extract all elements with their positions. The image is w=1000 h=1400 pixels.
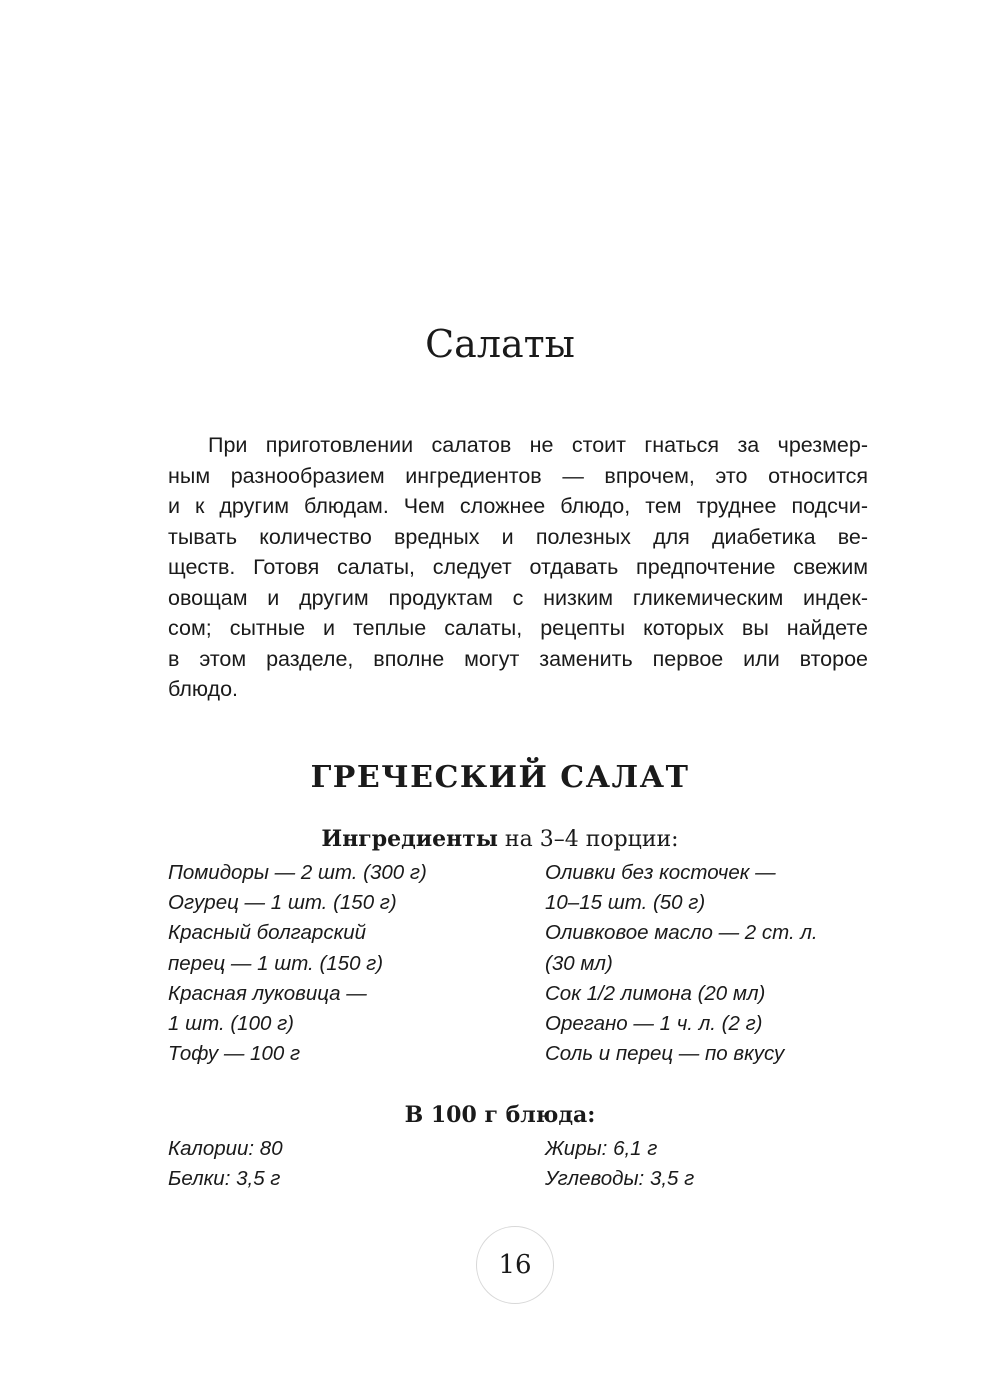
nutrition-item: Белки: 3,5 г [168,1167,281,1191]
ingredients-left-column [168,858,508,1069]
ingredient-item: Помидоры — 2 шт. (300 г) [168,861,427,884]
ingredient-item: Сок 1/2 лимона (20 мл) [545,981,766,1005]
ingredient-item: Красный болгарский [168,921,367,945]
ingredients-label: Ингредиенты [321,826,498,852]
ingredients-right-column [545,858,875,1069]
intro-line: ным разнообразием ингредиентов — впрочем, это относится [168,463,868,488]
nutrition-left-column [168,1134,283,1194]
intro-line: тывать количество вредных и полезных для диабетика ве- [168,524,868,549]
ingredient-item: 1 шт. (100 г) [168,1012,295,1036]
ingredient-item: Оливковое масло — 2 ст. л. [545,921,818,945]
nutrition-right-column [545,1134,694,1194]
intro-line: ществ. Готовя салаты, следует отдавать предпочтение свежим [168,555,868,579]
intro-line: блюдо. [168,677,239,701]
ingredient-item: Орегано — 1 ч. л. (2 г) [545,1012,763,1036]
intro-line: и к другим блюдам. Чем сложнее блюдо, тем труднее подсчи- [168,494,868,518]
recipe-title: ГРЕЧЕСКИЙ САЛАТ [310,760,690,795]
ingredient-item: Огурец — 1 шт. (150 г) [168,891,397,915]
ingredient-item: Соль и перец — по вкусу [545,1042,785,1066]
ingredient-item: Оливки без косточек — [545,861,776,884]
servings-label: на 3–4 порции: [497,827,679,852]
section-title: Салаты [425,322,575,366]
intro-line: в этом разделе, вполне могут заменить первое или второе [168,646,868,671]
ingredients-heading [0,826,1000,852]
nutrition-heading: В 100 г блюда: [404,1102,596,1128]
ingredient-item: Тофу — 100 г [168,1042,301,1066]
ingredient-item: Красная луковица — [168,981,367,1005]
ingredient-item: перец — 1 шт. (150 г) [168,951,384,975]
nutrition-item: Калории: 80 [168,1137,283,1160]
intro-line: овощам и другим продуктам с низким гликемическим индек- [168,585,868,610]
nutrition-item: Углеводы: 3,5 г [545,1167,695,1191]
ingredient-item: (30 мл) [545,951,613,975]
ingredient-item: 10–15 шт. (50 г) [545,891,706,915]
intro-line: сом; сытные и теплые салаты, рецепты которых вы найдете [168,616,868,640]
page-number: 16 [476,1226,554,1304]
intro-line: При приготовлении салатов не стоит гнаться за чрезмер- [208,433,868,457]
nutrition-item: Жиры: 6,1 г [545,1137,658,1160]
intro-paragraph [168,430,868,705]
